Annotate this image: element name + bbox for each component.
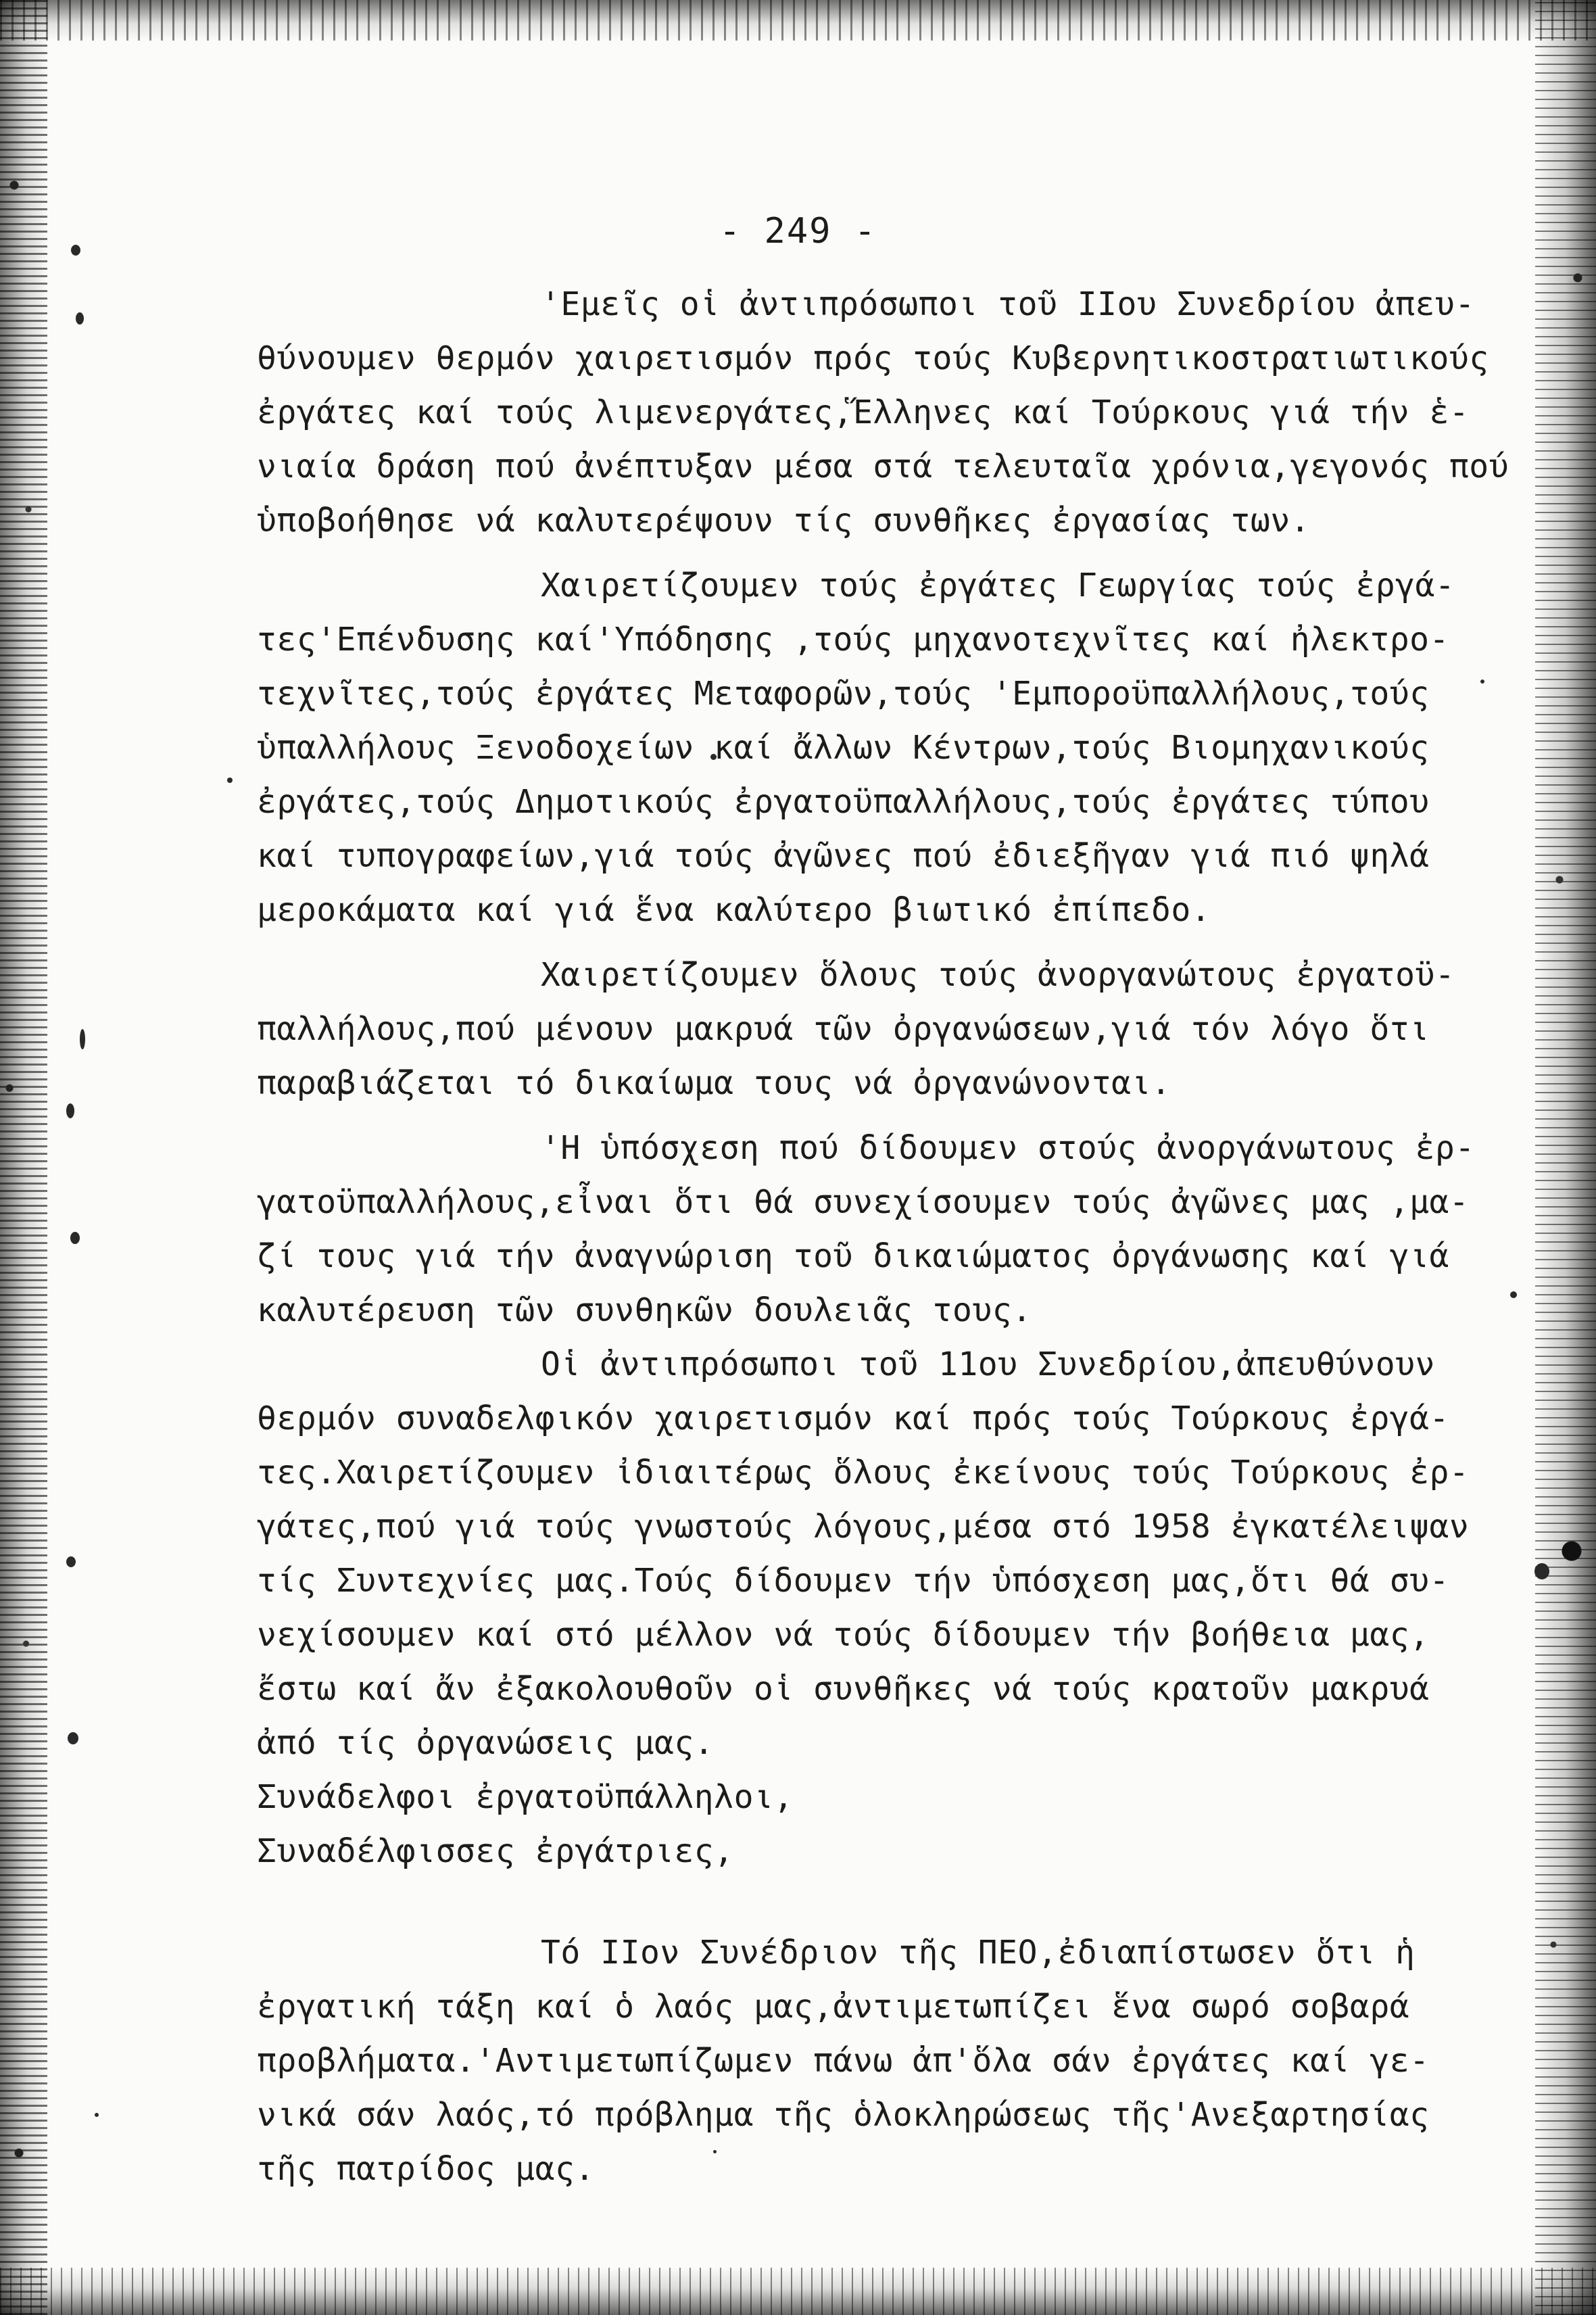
text-line: νεχίσουμεν καί στό μέλλον νά τούς δίδουμεν τήν βοήθεια μας, bbox=[257, 1616, 1430, 1654]
paragraph bbox=[257, 1926, 1528, 2196]
scan-speck bbox=[68, 1732, 78, 1744]
paragraph bbox=[257, 948, 1528, 1110]
text-line: παραβιάζεται τό δικαίωμα τους νά ὀργανώνονται. bbox=[257, 1064, 1171, 1102]
text-line: ὑπαλλήλους Ξενοδοχείων καί ἄλλων Κέντρων,τούς Βιομηχανικούς bbox=[257, 729, 1430, 767]
text-line: τες.Χαιρετίζουμεν ἰδιαιτέρως ὅλους ἐκείνους τούς Τούρκους ἐρ- bbox=[257, 1454, 1470, 1491]
scan-speck bbox=[95, 2113, 99, 2117]
text-line: θερμόν συναδελφικόν χαιρετισμόν καί πρός τούς Τούρκους ἐργά- bbox=[257, 1400, 1449, 1437]
scan-speck bbox=[70, 1232, 80, 1244]
paragraph bbox=[257, 558, 1528, 937]
text-line: νικά σάν λαός,τό πρόβλημα τῆς ὁλοκληρώσεως τῆς'Ανεξαρτησίας bbox=[257, 2096, 1430, 2134]
text-line: τίς Συντεχνίες μας.Τούς δίδουμεν τήν ὑπόσχεση μας,ὅτι θά συ- bbox=[257, 1562, 1449, 1600]
text-line: ἐργάτες,τούς Δημοτικούς ἐργατοϋπαλλήλους,τούς ἐργάτες τύπου bbox=[257, 783, 1430, 821]
paragraph bbox=[257, 1337, 1528, 1770]
text-line: παλλήλους,πού μένουν μακρυά τῶν ὀργανώσεων,γιά τόν λόγο ὅτι bbox=[257, 1010, 1430, 1048]
text-line: καί τυπογραφείων,γιά τούς ἀγῶνες πού ἐδιεξῆγαν γιά πιό ψηλά bbox=[257, 837, 1430, 875]
text-line: γατοϋπαλλήλους,εἶναι ὅτι θά συνεχίσουμεν τούς ἀγῶνες μας ,μα- bbox=[257, 1183, 1470, 1221]
scan-speck bbox=[66, 1556, 76, 1567]
text-line: ὑποβοήθησε νά καλυτερέψουν τίς συνθῆκες ἐργασίας των. bbox=[257, 502, 1311, 540]
text-line: θύνουμεν θερμόν χαιρετισμόν πρός τούς Κυβερνητικοστρατιωτικούς bbox=[257, 339, 1489, 377]
text-line: καλυτέρευση τῶν συνθηκῶν δουλειᾶς τους. bbox=[257, 1291, 1032, 1329]
salutation bbox=[257, 1770, 1528, 1878]
text-line: 'Η ὑπόσχεση πού δίδουμεν στούς ἀνοργάνωτους ἐρ- bbox=[541, 1129, 1475, 1167]
page-number: - 249 - bbox=[719, 211, 877, 252]
text-line: 'Εμεῖς οἱ ἀντιπρόσωποι τοῦ ΙΙου Συνεδρίου ἀπευ- bbox=[541, 285, 1475, 323]
text-line: ἀπό τίς ὀργανώσεις μας. bbox=[257, 1724, 715, 1762]
scan-speck bbox=[1534, 1563, 1549, 1579]
text-line: τεχνῖτες,τούς ἐργάτες Μεταφορῶν,τούς 'Εμποροϋπαλλήλους,τούς bbox=[257, 675, 1430, 713]
scan-border-right bbox=[1535, 0, 1596, 2315]
scan-speck bbox=[80, 1029, 85, 1049]
text-line: Συναδέλφισσες ἐργάτριες, bbox=[257, 1832, 734, 1870]
text-line: ἐργατική τάξη καί ὁ λαός μας,ἀντιμετωπίζει ἕνα σωρό σοβαρά bbox=[257, 1988, 1410, 2026]
scan-border-bottom bbox=[0, 2268, 1596, 2315]
text-line: γάτες,πού γιά τούς γνωστούς λόγους,μέσα στό 1958 ἐγκατέλειψαν bbox=[257, 1508, 1470, 1546]
scan-border-top bbox=[0, 0, 1596, 41]
text-line: Χαιρετίζουμεν ὅλους τούς ἀνοργανώτους ἐργατοϋ- bbox=[541, 956, 1455, 994]
paragraph bbox=[257, 277, 1528, 548]
text-line: τῆς πατρίδος μας. bbox=[257, 2150, 595, 2188]
text-line: Τό ΙΙον Συνέδριον τῆς ΠΕΟ,ἐδιαπίστωσεν ὅτι ἡ bbox=[541, 1934, 1416, 1972]
text-line: Συνάδελφοι ἐργατοϋπάλληλοι, bbox=[257, 1778, 794, 1816]
text-line: τες'Επένδυσης καί'Υπόδησης ,τούς μηχανοτεχνῖτες καί ἠλεκτρο- bbox=[257, 621, 1449, 659]
text-line: προβλήματα.'Αντιμετωπίζωμεν πάνω ἀπ'ὅλα σάν ἐργάτες καί γε- bbox=[257, 2042, 1430, 2080]
text-line: Χαιρετίζουμεν τούς ἐργάτες Γεωργίας τούς ἐργά- bbox=[541, 567, 1455, 604]
text-line: νιαία δράση πού ἀνέπτυξαν μέσα στά τελευταῖα χρόνια,γεγονός πού bbox=[257, 448, 1509, 485]
text-line: ἐργάτες καί τούς λιμενεργάτες,Ἕλληνες καί Τούρκους γιά τήν ἑ- bbox=[257, 393, 1470, 431]
text-line: ἔστω καί ἄν ἐξακολουθοῦν οἱ συνθῆκες νά τούς κρατοῦν μακρυά bbox=[257, 1670, 1430, 1708]
text-line: μεροκάματα καί γιά ἕνα καλύτερο βιωτικό ἐπίπεδο. bbox=[257, 891, 1211, 929]
body-text bbox=[257, 277, 1528, 2196]
scan-speck bbox=[66, 1103, 74, 1118]
scan-speck bbox=[227, 778, 233, 783]
text-line: Οἱ ἀντιπρόσωποι τοῦ 11ου Συνεδρίου,ἀπευθύνουν bbox=[541, 1345, 1435, 1383]
scan-speck bbox=[76, 312, 84, 325]
scan-border-left bbox=[0, 0, 47, 2315]
text-line: ζί τους γιά τήν ἀναγνώριση τοῦ δικαιώματος ὀργάνωσης καί γιά bbox=[257, 1237, 1449, 1275]
paragraph bbox=[257, 1121, 1528, 1337]
